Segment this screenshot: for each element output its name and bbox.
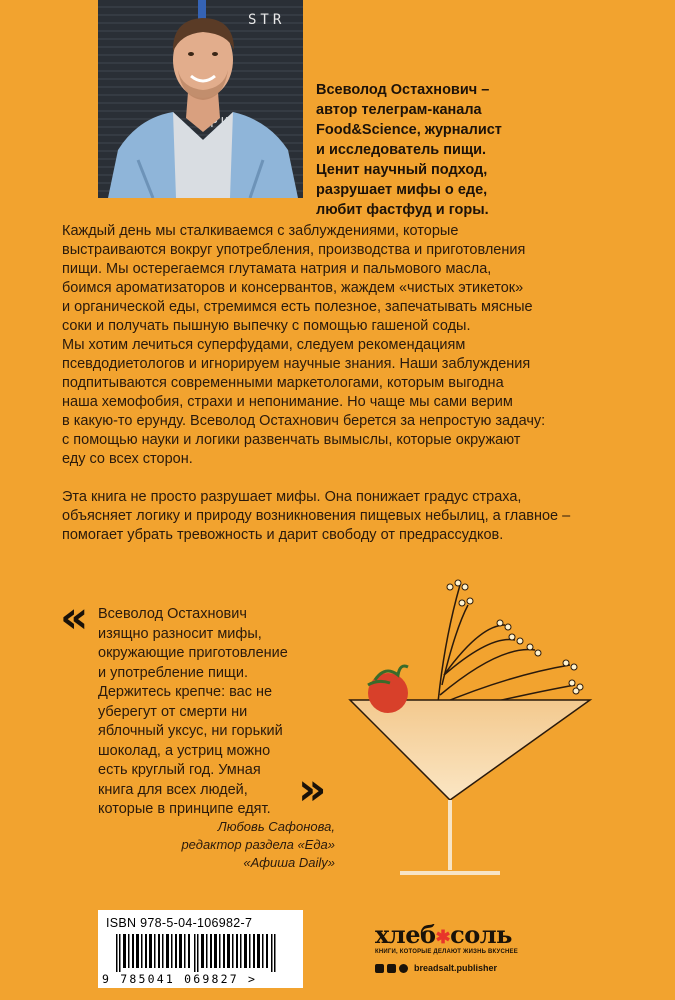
publisher-handle: breadsalt.publisher	[414, 963, 498, 973]
logo-word-bread: хлеб	[375, 920, 436, 949]
publisher-logo	[375, 920, 535, 949]
quote-close-mark: »	[298, 764, 327, 815]
bio-line: Ценит научный подход,	[316, 162, 488, 178]
bio-line: любит фастфуд и горы.	[316, 202, 489, 218]
review-quote: Всеволод Остахнович изящно разносит мифы, окружающие приготовление и употребление пищи. Держитесь крепче: вас не уберегут от смерти ни яблочный уксус, ни горький шоколад, а устриц можно есть круглый год. Умная книга для всех людей, которые в принципе едят.	[98, 606, 288, 817]
bio-line: Food&Science, журналист	[316, 122, 502, 138]
vk-icon	[387, 964, 396, 973]
description-paragraph-2: Эта книга не просто разрушает мифы. Она понижает градус страха, объясняет логику и природу возникновения пищевых небылиц, а главное – помогает убрать тревожность и дарит свободу от предрассудков.	[62, 489, 571, 543]
quote-open-mark: «	[60, 592, 89, 643]
description-paragraph-1: Каждый день мы сталкиваемся с заблуждениями, которые выстраиваются вокруг употребления, производства и приготовления пищи. Мы остерегаемся глутамата натрия и пальмового масла, боимся ароматизаторов и консервантов, жаждем «чистых этикеток» и органической еды, стремимся есть полезное, запечатывать мясные соки и получать пышную выпечку с помощью гашеной соды. Мы хотим лечиться суперфудами, следуем рекомендациям псевдодиетологов и игнорируем научные знания. Наши заблуждения подпитываются современными маркетологами, которым выгодна наша хемофобия, страхи и непонимание. Но чаще мы сами верим в какую-то ерунду. Всеволод Остахнович берется за непростую задачу: с помощью науки и логики развенчать вымыслы, которые окружают еду со всех сторон.	[62, 223, 546, 467]
barcode-bars	[116, 934, 286, 972]
quote-attribution	[181, 818, 335, 872]
quote-author-role: редактор раздела «Еда»	[181, 837, 335, 852]
bio-line: разрушает мифы о еде,	[316, 182, 488, 198]
author-bio	[316, 80, 646, 220]
quote-author: Любовь Сафонова,	[217, 819, 335, 834]
author-photo	[98, 0, 303, 198]
publisher-social	[375, 963, 535, 973]
isbn-barcode	[98, 910, 303, 988]
bio-line: Всеволод Остахнович –	[316, 82, 490, 98]
publisher-block	[375, 920, 535, 973]
martini-glass-illustration	[340, 575, 630, 885]
publisher-tagline: КНИГИ, КОТОРЫЕ ДЕЛАЮТ ЖИЗНЬ ВКУСНЕЕ	[375, 949, 518, 955]
facebook-icon	[375, 964, 384, 973]
glass-bowl	[350, 700, 590, 800]
isbn-number: ISBN 978-5-04-106982-7	[106, 916, 253, 930]
book-description	[62, 222, 637, 564]
logo-word-salt: соль	[450, 920, 512, 949]
logo-star-icon: ✱	[435, 927, 451, 948]
photo-sign-top: STR	[248, 12, 286, 28]
barcode-digits: 9 785041 069827 >	[102, 972, 258, 986]
quote-author-outlet: «Афиша Daily»	[243, 855, 335, 870]
author-figure	[98, 0, 303, 198]
instagram-icon	[399, 964, 408, 973]
bio-line: и исследователь пищи.	[316, 142, 487, 158]
bio-line: автор телеграм-канала	[316, 102, 482, 118]
